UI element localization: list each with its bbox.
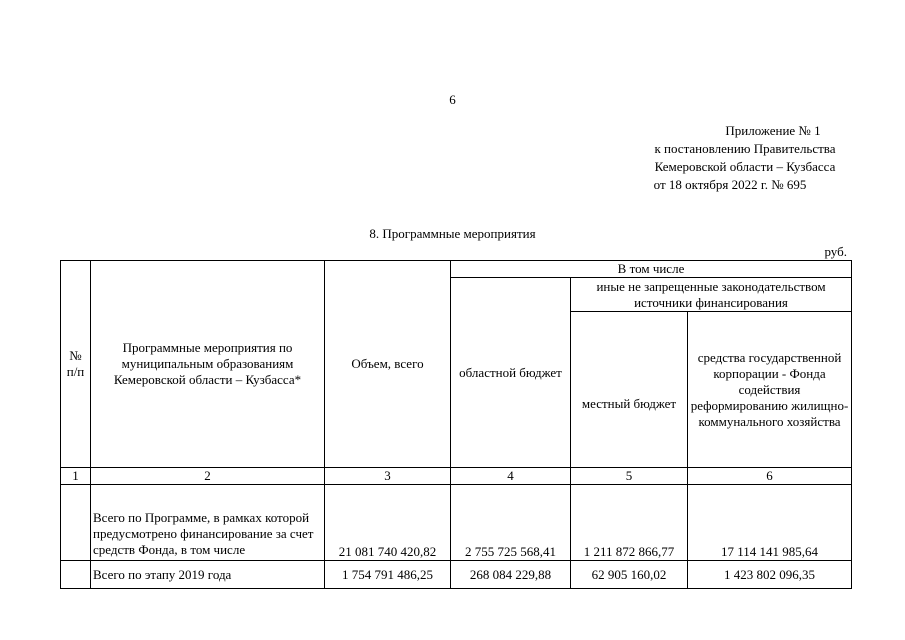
row-total: 21 081 740 420,82 — [325, 485, 451, 561]
col-number-5: 5 — [571, 468, 688, 485]
table-row — [61, 485, 852, 561]
row-label: Всего по этапу 2019 года — [91, 561, 325, 589]
appendix-line-4: от 18 октября 2022 г. № 695 — [653, 177, 807, 192]
appendix-line-1: Приложение № 1 — [725, 123, 821, 138]
row-local: 1 211 872 866,77 — [571, 485, 688, 561]
header-regional: областной бюджет — [451, 278, 571, 468]
header-including: В том числе — [451, 261, 852, 278]
header-total: Объем, всего — [325, 261, 451, 468]
row-num — [61, 485, 91, 561]
program-events-table — [60, 260, 852, 589]
row-total: 1 754 791 486,25 — [325, 561, 451, 589]
section-title: 8. Программные мероприятия — [369, 226, 536, 241]
appendix-line-2: к постановлению Правительства — [654, 141, 836, 156]
col-number-1: 1 — [61, 468, 91, 485]
col-number-6: 6 — [688, 468, 852, 485]
header-events: Программные мероприятия по муниципальным образованиям Кемеровской области – Кузбасса* — [91, 261, 325, 468]
table-row — [61, 561, 852, 589]
appendix-header — [600, 122, 890, 194]
currency-unit: руб. — [824, 244, 847, 259]
row-fund: 1 423 802 096,35 — [688, 561, 852, 589]
row-local: 62 905 160,02 — [571, 561, 688, 589]
header-other-sources: иные не запрещенные законодательством источники финансирования — [571, 278, 852, 312]
appendix-line-3: Кемеровской области – Кузбасса — [654, 159, 836, 174]
header-local: местный бюджет — [571, 312, 688, 468]
col-number-2: 2 — [91, 468, 325, 485]
row-num — [61, 561, 91, 589]
row-fund: 17 114 141 985,64 — [688, 485, 852, 561]
page-number: 6 — [449, 92, 456, 107]
header-num: № п/п — [61, 261, 91, 468]
col-number-4: 4 — [451, 468, 571, 485]
row-regional: 268 084 229,88 — [451, 561, 571, 589]
header-fund: средства государственной корпорации - Фонда содействия реформированию жилищно-коммунального хозяйства — [688, 312, 852, 468]
row-label: Всего по Программе, в рамках которой предусмотрено финансирование за счет средств Фонда, в том числе — [91, 485, 325, 561]
row-regional: 2 755 725 568,41 — [451, 485, 571, 561]
col-number-3: 3 — [325, 468, 451, 485]
